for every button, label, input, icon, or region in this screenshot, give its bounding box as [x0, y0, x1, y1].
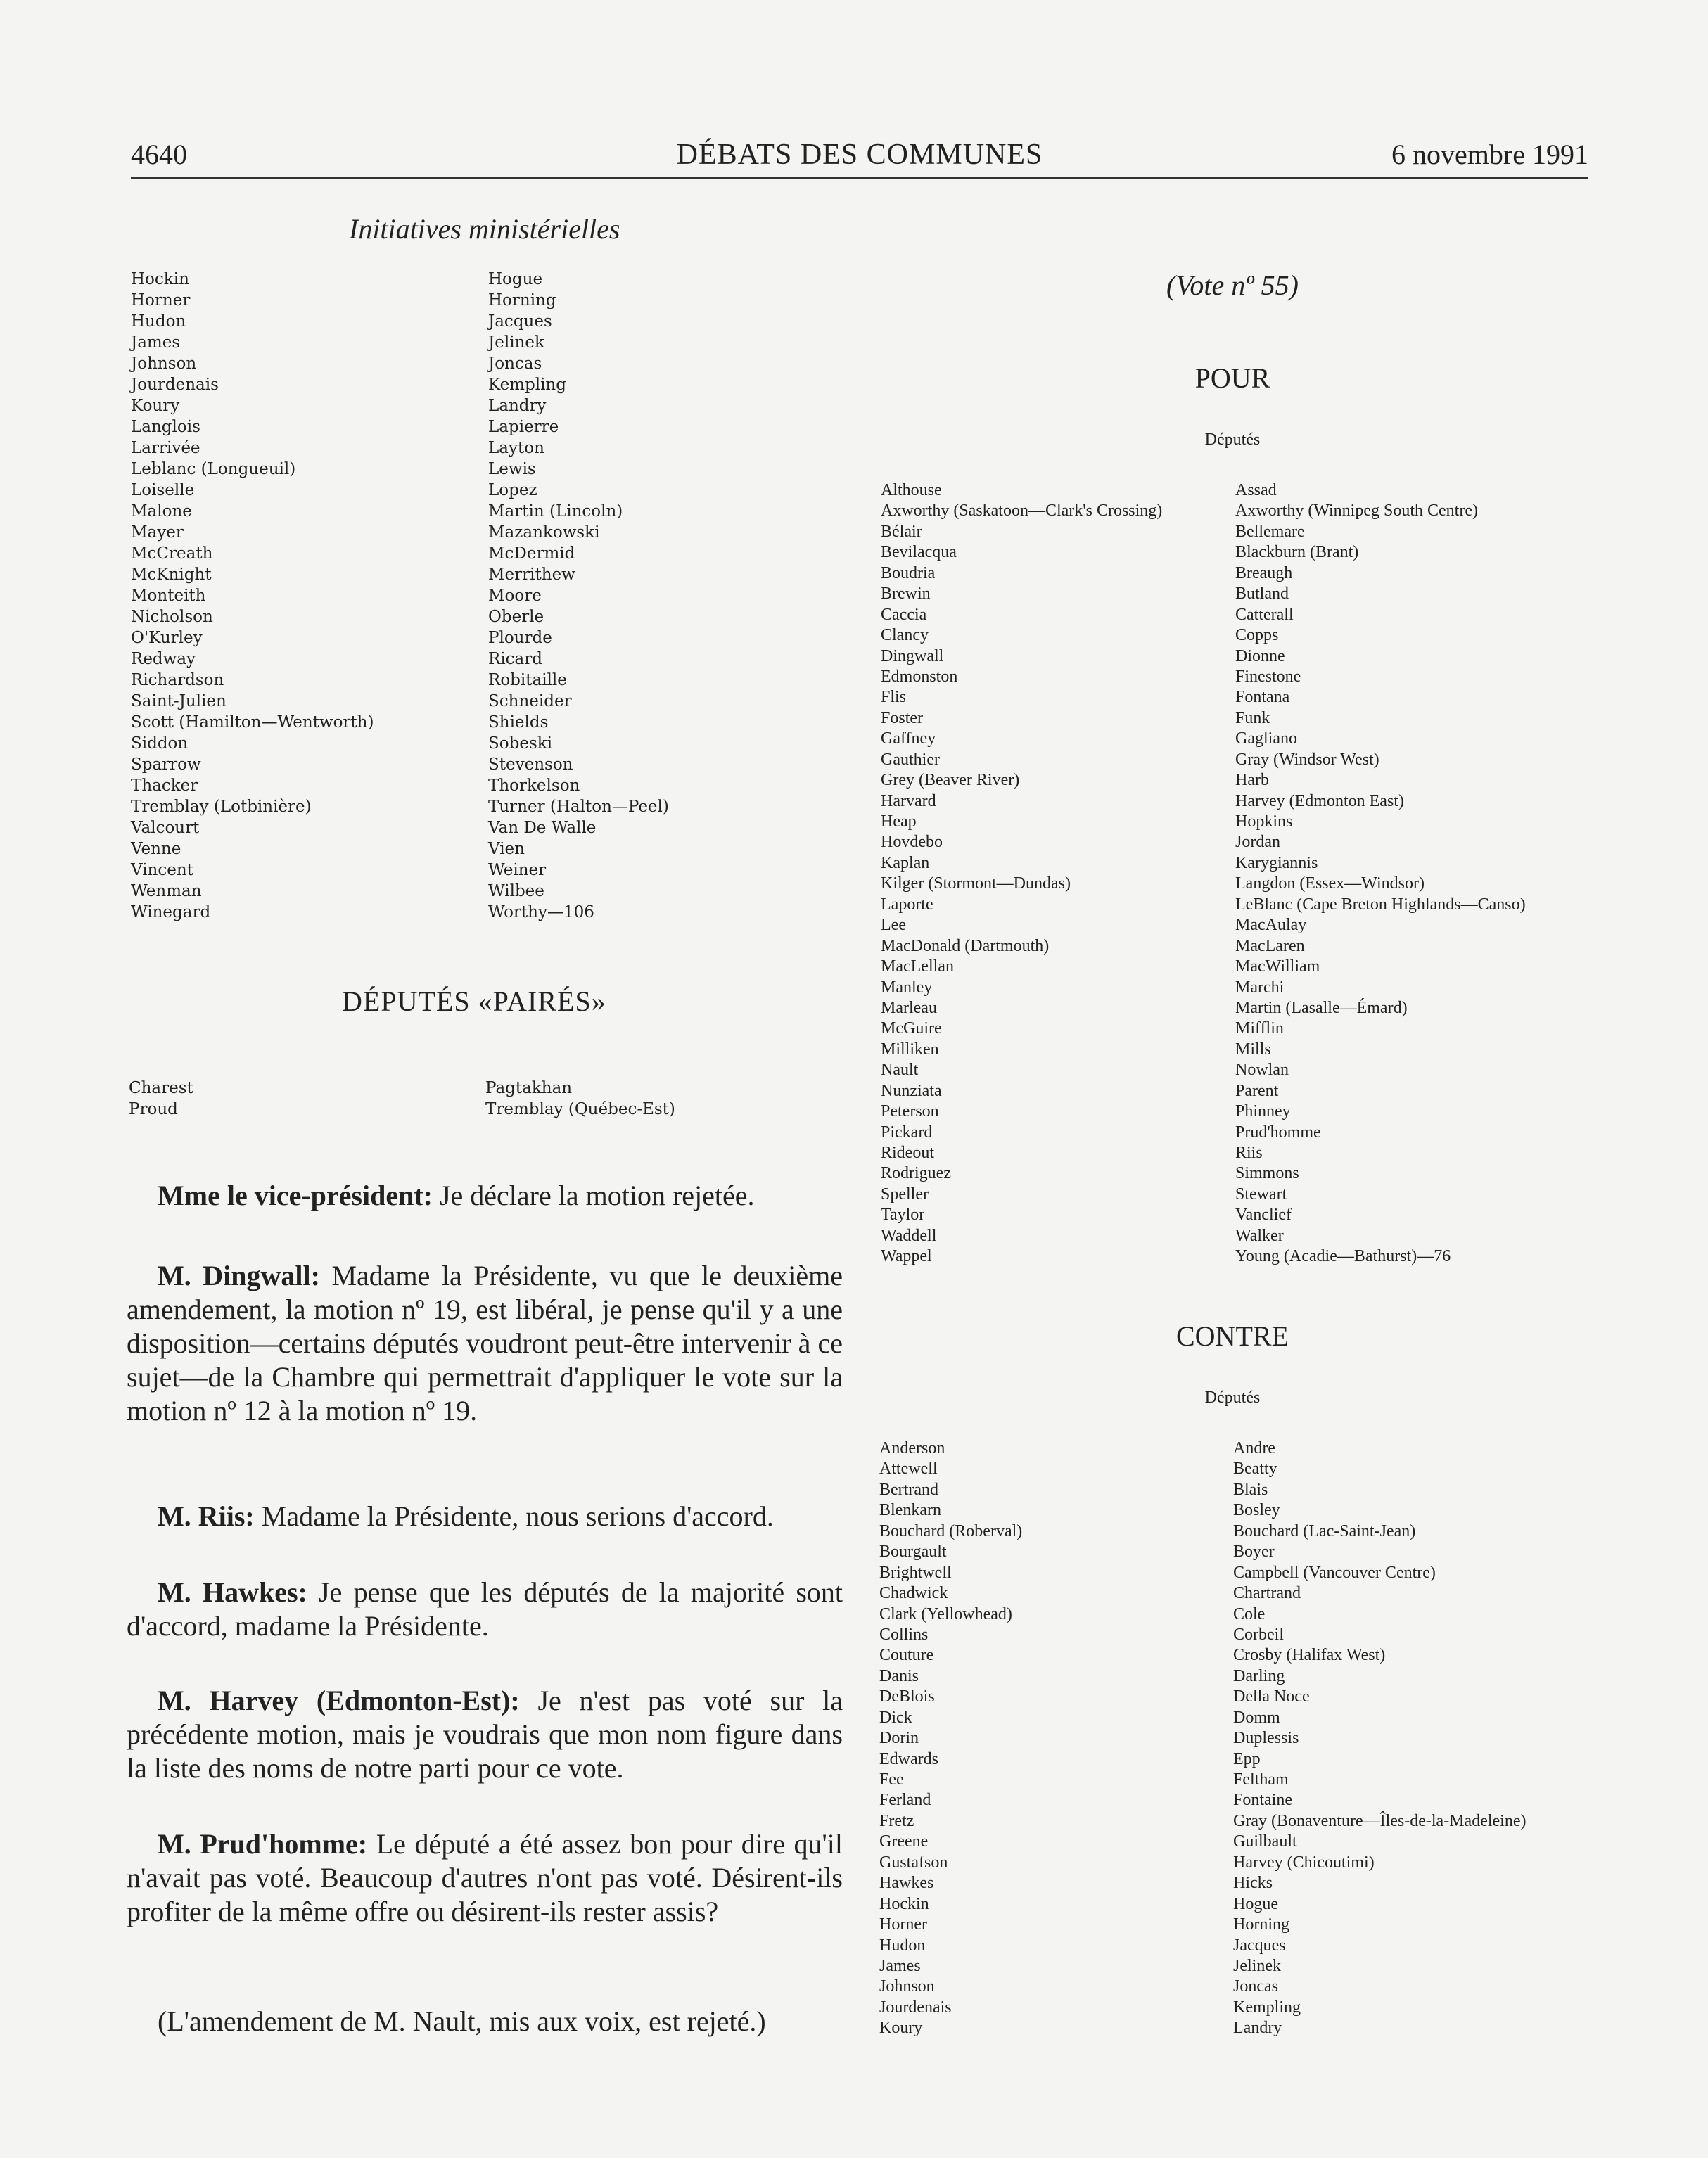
member-name: Richardson	[131, 671, 224, 689]
member-name: Hockin	[879, 1894, 929, 1913]
member-name: MacDonald (Dartmouth)	[881, 936, 1050, 955]
member-name: Koury	[879, 2019, 923, 2038]
member-name: Langdon (Essex—Windsor)	[1235, 874, 1425, 893]
member-name: Kilger (Stormont—Dundas)	[881, 874, 1071, 893]
member-name: Marchi	[1235, 978, 1285, 997]
member-name: Martin (Lasalle—Émard)	[1235, 998, 1408, 1017]
vote-list-col1	[131, 269, 374, 923]
member-name: Foster	[881, 708, 923, 727]
member-name: Schneider	[488, 692, 572, 710]
member-name: Jourdenais	[131, 376, 219, 394]
member-name: LeBlanc (Cape Breton Highlands—Canso)	[1235, 895, 1526, 914]
speaker-name: M. Riis:	[158, 1500, 255, 1532]
contre-list-col2	[1233, 1438, 1526, 2039]
member-name: Horning	[1233, 1915, 1289, 1934]
contre-list-col1	[879, 1438, 1022, 2039]
issue-date: 6 novembre 1991	[1391, 139, 1588, 170]
member-name: Dingwall	[881, 646, 944, 665]
member-name: MacWilliam	[1235, 957, 1320, 976]
member-name: Tremblay (Lotbinière)	[131, 798, 312, 816]
member-name: Bélair	[881, 522, 922, 541]
member-name: Van De Walle	[488, 819, 597, 837]
member-name: Wilbee	[488, 882, 544, 900]
member-name: Caccia	[881, 605, 927, 624]
member-name: Turner (Halton—Peel)	[488, 798, 669, 816]
member-name: Vanclief	[1235, 1206, 1292, 1225]
member-name: Joncas	[488, 355, 542, 373]
member-name: Riis	[1235, 1144, 1263, 1162]
member-name: Collins	[879, 1625, 929, 1644]
member-name: Assad	[1235, 481, 1277, 499]
member-name: James	[879, 1956, 921, 1975]
member-name: Clark (Yellowhead)	[879, 1604, 1012, 1623]
member-name: Speller	[881, 1185, 929, 1204]
member-name: Lewis	[488, 460, 536, 478]
member-name: Siddon	[131, 734, 189, 753]
member-name: Harvard	[881, 791, 936, 810]
member-name: MacLaren	[1235, 936, 1305, 955]
member-name: Nunziata	[881, 1081, 942, 1100]
member-name: Jordan	[1235, 833, 1280, 852]
member-name: Cole	[1233, 1604, 1266, 1623]
member-name: McDermid	[488, 544, 575, 563]
member-name: Layton	[488, 439, 544, 457]
member-name: Mayer	[131, 523, 184, 542]
member-name: Vien	[488, 840, 525, 858]
member-name: Thorkelson	[488, 777, 580, 795]
member-name: Dionne	[1235, 646, 1285, 665]
member-name: Gray (Bonaventure—Îles-de-la-Madeleine)	[1233, 1811, 1527, 1830]
member-name: Hovdebo	[881, 833, 943, 852]
member-name: Feltham	[1233, 1770, 1289, 1789]
speaker-name: M. Dingwall:	[158, 1260, 320, 1291]
speech-text: Madame la Présidente, vu que le deuxième amendement, la motion nº 19, est libéral, je pense qu'il y a une disposition—certains députés voudront peut-être intervenir à ce sujet—de la Chambre qui permettrait d'appliquer le vote sur la motion nº 12 à la motion nº 19.	[127, 1260, 843, 1426]
member-name: Kempling	[488, 376, 566, 394]
member-name: Kempling	[1233, 1998, 1301, 2017]
member-name: Shields	[488, 713, 549, 732]
paired-list-col1	[129, 1078, 193, 1120]
member-name: Worthy—106	[488, 903, 594, 921]
speech-text: Madame la Présidente, nous serions d'accord.	[254, 1500, 774, 1532]
member-name: Tremblay (Québec-Est)	[485, 1100, 675, 1118]
member-name: Robitaille	[488, 671, 567, 689]
member-name: Kaplan	[881, 853, 930, 872]
member-name: Axworthy (Saskatoon—Clark's Crossing)	[881, 502, 1163, 521]
member-name: Thacker	[131, 777, 198, 795]
speech-text: Je pense que les députés de la majorité sont d'accord, madame la Présidente.	[127, 1576, 843, 1642]
member-name: Hudon	[131, 312, 186, 331]
member-name: Finestone	[1235, 667, 1301, 686]
member-name: Horner	[879, 1915, 927, 1934]
member-name: Gauthier	[881, 750, 940, 769]
section-title: Initiatives ministérielles	[349, 213, 620, 245]
member-name: Gaffney	[881, 729, 936, 748]
member-name: Flis	[881, 688, 907, 707]
member-name: James	[131, 333, 181, 352]
journal-title: DÉBATS DES COMMUNES	[676, 139, 1043, 171]
member-name: Charest	[129, 1079, 193, 1097]
member-name: Jacques	[488, 312, 552, 331]
member-name: Prud'homme	[1235, 1123, 1321, 1142]
member-name: Greene	[879, 1832, 929, 1851]
member-name: Bellemare	[1235, 522, 1305, 541]
member-name: Brewin	[881, 585, 931, 604]
member-name: Dick	[879, 1708, 912, 1727]
page-number: 4640	[131, 139, 187, 170]
pour-title: POUR	[1194, 362, 1270, 394]
member-name: Jacques	[1233, 1936, 1286, 1955]
member-name: Nowlan	[1235, 1061, 1289, 1080]
member-name: Sparrow	[131, 755, 201, 774]
speech-text: Le député a été assez bon pour dire qu'il n'avait pas voté. Beaucoup d'autres n'ont pas voté. Désirent-ils profiter de la même offre ou désirent-ils rester assis?	[127, 1828, 843, 1927]
member-name: Beatty	[1233, 1460, 1277, 1479]
page-header	[131, 138, 1588, 179]
member-name: Crosby (Halifax West)	[1233, 1646, 1386, 1665]
member-name: Lee	[881, 916, 906, 935]
member-name: Hockin	[131, 270, 189, 288]
member-name: Venne	[131, 840, 181, 858]
member-name: Horning	[488, 291, 556, 309]
closing-statement: (L'amendement de M. Nault, mis aux voix, est rejeté.)	[158, 2005, 766, 2037]
member-name: Simmons	[1235, 1164, 1299, 1183]
member-name: Larrivée	[131, 439, 200, 457]
member-name: Mifflin	[1235, 1019, 1284, 1038]
member-name: Loiselle	[131, 481, 195, 499]
member-name: Marleau	[881, 998, 937, 1017]
member-name: Mills	[1235, 1040, 1271, 1059]
member-name: Bouchard (Lac-Saint-Jean)	[1233, 1521, 1416, 1540]
member-name: Jourdenais	[879, 1998, 952, 2017]
member-name: Gagliano	[1235, 729, 1297, 748]
member-name: Wenman	[131, 882, 202, 900]
member-name: Merrithew	[488, 566, 575, 584]
member-name: Jelinek	[488, 333, 544, 352]
member-name: Chartrand	[1233, 1584, 1301, 1603]
member-name: Edmonston	[881, 667, 958, 686]
member-name: Leblanc (Longueuil)	[131, 460, 296, 478]
member-name: Moore	[488, 587, 542, 605]
member-name: Bouchard (Roberval)	[879, 1521, 1023, 1540]
member-name: Althouse	[881, 481, 942, 499]
speech-paragraph	[127, 1179, 843, 1213]
member-name: Waddell	[881, 1226, 937, 1245]
member-name: MacLellan	[881, 957, 954, 976]
speaker-name: M. Hawkes:	[158, 1576, 307, 1608]
member-name: Bevilacqua	[881, 543, 957, 562]
speaker-name: M. Prud'homme:	[158, 1828, 368, 1860]
member-name: Grey (Beaver River)	[881, 771, 1020, 790]
member-name: Andre	[1233, 1439, 1275, 1457]
member-name: Fontaine	[1233, 1791, 1292, 1810]
member-name: Bourgault	[879, 1543, 947, 1562]
member-name: Langlois	[131, 418, 200, 436]
member-name: Butland	[1235, 585, 1289, 604]
member-name: Monteith	[131, 587, 206, 605]
member-name: Pagtakhan	[485, 1079, 573, 1097]
member-name: Brightwell	[879, 1563, 952, 1582]
member-name: Weiner	[488, 861, 547, 879]
member-name: Valcourt	[131, 819, 200, 837]
member-name: MacAulay	[1235, 916, 1307, 935]
member-name: Harvey (Edmonton East)	[1235, 791, 1404, 810]
member-name: Bertrand	[879, 1480, 938, 1499]
member-name: Malone	[131, 502, 192, 521]
member-name: Phinney	[1235, 1102, 1291, 1121]
member-name: Chadwick	[879, 1584, 948, 1603]
member-name: McGuire	[881, 1019, 942, 1038]
member-name: Redway	[131, 650, 196, 668]
member-name: Hogue	[1233, 1894, 1278, 1913]
member-name: Milliken	[881, 1040, 939, 1059]
speech-text: Je déclare la motion rejetée.	[432, 1180, 755, 1211]
vote-list-col2	[488, 269, 669, 923]
speech-paragraph	[127, 1500, 843, 1533]
member-name: Della Noce	[1233, 1687, 1310, 1706]
member-name: Darling	[1233, 1666, 1285, 1685]
member-name: Saint-Julien	[131, 692, 227, 710]
member-name: Nault	[881, 1061, 919, 1080]
speech-paragraph	[127, 1259, 843, 1428]
member-name: Corbeil	[1233, 1625, 1284, 1644]
speech-paragraph	[127, 1827, 843, 1929]
member-name: Karygiannis	[1235, 853, 1318, 872]
speech-text: Je n'est pas voté sur la précédente motion, mais je voudrais que mon nom figure dans la liste des noms de notre parti pour ce vote.	[127, 1685, 843, 1784]
member-name: Danis	[879, 1666, 919, 1685]
member-name: Harvey (Chicoutimi)	[1233, 1853, 1375, 1872]
vote-number: (Vote nº 55)	[1166, 269, 1299, 301]
member-name: DeBlois	[879, 1687, 935, 1706]
member-name: Epp	[1233, 1749, 1261, 1768]
member-name: Vincent	[131, 861, 193, 879]
member-name: Mazankowski	[488, 523, 600, 542]
member-name: Dorin	[879, 1729, 919, 1748]
member-name: Parent	[1235, 1081, 1279, 1100]
member-name: Lopez	[488, 481, 537, 499]
member-name: Young (Acadie—Bathurst)—76	[1235, 1247, 1451, 1266]
member-name: Duplessis	[1233, 1729, 1299, 1748]
member-name: Manley	[881, 978, 933, 997]
member-name: Anderson	[879, 1439, 945, 1457]
member-name: McCreath	[131, 544, 213, 563]
member-name: Blais	[1233, 1480, 1268, 1499]
member-name: Koury	[131, 397, 180, 415]
member-name: Blackburn (Brant)	[1235, 543, 1359, 562]
member-name: Lapierre	[488, 418, 559, 436]
member-name: McKnight	[131, 566, 212, 584]
member-name: Stewart	[1235, 1185, 1287, 1204]
member-name: Sobeski	[488, 734, 553, 753]
member-name: Copps	[1235, 626, 1279, 645]
deputes-label: Députés	[1204, 1388, 1261, 1407]
member-name: Nicholson	[131, 608, 213, 626]
member-name: Domm	[1233, 1708, 1280, 1727]
member-name: Hogue	[488, 270, 543, 288]
speech-paragraph	[127, 1576, 843, 1643]
member-name: Rodriguez	[881, 1164, 951, 1183]
member-name: Clancy	[881, 626, 929, 645]
member-name: Peterson	[881, 1102, 939, 1121]
member-name: Laporte	[881, 895, 933, 914]
member-name: Campbell (Vancouver Centre)	[1233, 1563, 1436, 1582]
member-name: Oberle	[488, 608, 544, 626]
member-name: Bosley	[1233, 1501, 1280, 1520]
pour-list-col2	[1235, 480, 1526, 1268]
member-name: Wappel	[881, 1247, 932, 1266]
member-name: Pickard	[881, 1123, 933, 1142]
speaker-name: Mme le vice-président:	[158, 1180, 433, 1211]
member-name: Breaugh	[1235, 563, 1293, 582]
paired-list-col2	[485, 1078, 675, 1120]
speech-paragraph	[127, 1684, 843, 1785]
member-name: Guilbault	[1233, 1832, 1297, 1851]
member-name: Joncas	[1233, 1977, 1278, 1996]
member-name: Boudria	[881, 563, 936, 582]
member-name: Attewell	[879, 1460, 938, 1479]
member-name: Edwards	[879, 1749, 938, 1768]
speaker-name: M. Harvey (Edmonton-Est):	[158, 1685, 520, 1716]
member-name: Catterall	[1235, 605, 1294, 624]
member-name: Scott (Hamilton—Wentworth)	[131, 713, 374, 732]
deputes-label: Députés	[1204, 430, 1261, 449]
member-name: Fee	[879, 1770, 904, 1789]
member-name: Hudon	[879, 1936, 926, 1955]
member-name: Hawkes	[879, 1874, 934, 1893]
member-name: Landry	[488, 397, 547, 415]
member-name: Proud	[129, 1100, 178, 1118]
member-name: Gray (Windsor West)	[1235, 750, 1379, 769]
member-name: Landry	[1233, 2019, 1282, 2038]
pour-list-col1	[881, 480, 1162, 1268]
member-name: O'Kurley	[131, 629, 203, 647]
member-name: Winegard	[131, 903, 211, 921]
member-name: Fretz	[879, 1811, 914, 1830]
member-name: Horner	[131, 291, 191, 309]
member-name: Jelinek	[1233, 1956, 1281, 1975]
member-name: Hopkins	[1235, 812, 1293, 831]
member-name: Harb	[1235, 771, 1269, 790]
member-name: Stevenson	[488, 755, 573, 774]
member-name: Blenkarn	[879, 1501, 941, 1520]
member-name: Johnson	[131, 355, 197, 373]
contre-title: CONTRE	[1176, 1320, 1289, 1352]
member-name: Johnson	[879, 1977, 935, 1996]
member-name: Hicks	[1233, 1874, 1273, 1893]
member-name: Fontana	[1235, 688, 1290, 707]
member-name: Taylor	[881, 1206, 925, 1225]
member-name: Funk	[1235, 708, 1270, 727]
member-name: Plourde	[488, 629, 552, 647]
member-name: Walker	[1235, 1226, 1284, 1245]
member-name: Boyer	[1233, 1543, 1275, 1562]
member-name: Gustafson	[879, 1853, 948, 1872]
member-name: Ricard	[488, 650, 542, 668]
member-name: Couture	[879, 1646, 934, 1665]
member-name: Axworthy (Winnipeg South Centre)	[1235, 502, 1478, 521]
member-name: Rideout	[881, 1144, 934, 1162]
paired-title: DÉPUTÉS «PAIRÉS»	[342, 985, 606, 1017]
member-name: Martin (Lincoln)	[488, 502, 623, 521]
member-name: Heap	[881, 812, 917, 831]
member-name: Ferland	[879, 1791, 931, 1810]
